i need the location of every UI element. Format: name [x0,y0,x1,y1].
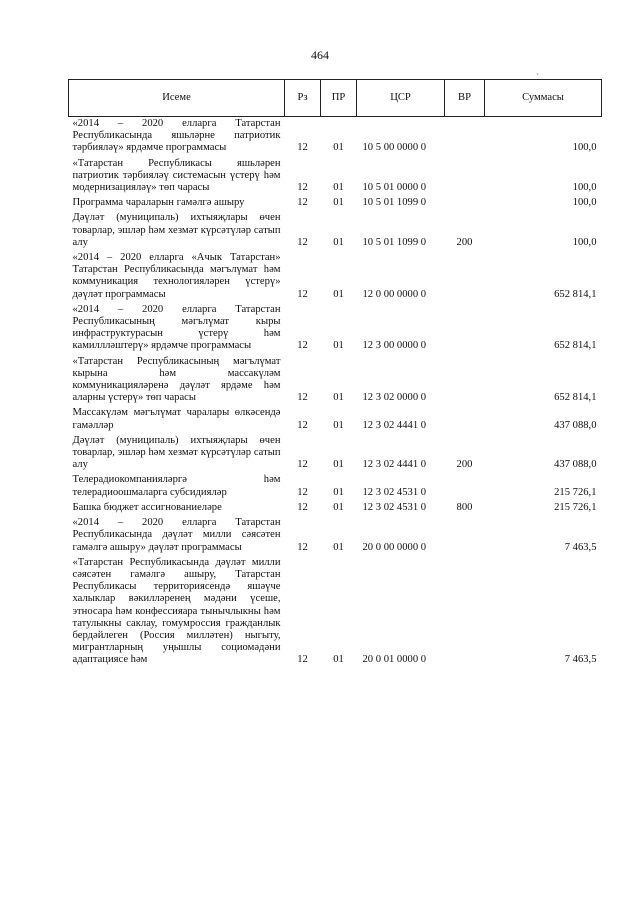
row-rz: 12 [297,654,308,666]
row-sum: 215 726,1 [554,501,597,513]
header-csr: ЦСР [357,80,445,117]
table-row [69,556,602,669]
row-vr: 800 [456,501,473,513]
table-row [69,434,602,474]
row-vr [445,473,485,500]
header-sum: Суммасы [485,80,602,117]
header-name: Исеме [69,80,285,117]
row-csr: 12 3 00 0000 0 [362,340,427,352]
row-pr: 01 [333,340,344,352]
row-rz: 12 [297,340,308,352]
row-pr: 01 [333,501,344,513]
row-name: «2014 – 2020 елларга Татарстан Республикасында яшьләрне патриотик тәрбияләү» ярдәмче программасы [72,118,281,154]
table-row [69,211,602,251]
row-csr: 10 5 01 0000 0 [362,182,427,194]
row-vr [445,556,485,669]
table-row [69,473,602,500]
table-row [69,157,602,197]
row-sum: 437 088,0 [554,459,597,471]
row-name: Дәүләт (муниципаль) ихтыяҗлары өчен товарлар, эшләр һәм хезмәт күрсәтүләр сатып алу [72,434,281,471]
table-row [69,303,602,355]
header-rz: Рз [285,80,321,117]
row-pr: 01 [333,654,344,666]
row-pr: 01 [333,541,344,553]
row-csr: 20 0 00 0000 0 [362,541,427,553]
row-vr [445,157,485,197]
row-sum: 215 726,1 [554,486,597,498]
row-vr [445,196,485,211]
row-pr: 01 [333,288,344,300]
row-csr: 12 3 02 0000 0 [362,392,427,404]
table-row [69,406,602,433]
row-csr: 12 3 02 4531 0 [362,501,427,513]
row-rz: 12 [297,197,308,209]
table-row [69,516,602,556]
row-rz: 12 [297,419,308,431]
row-csr: 12 3 02 4441 0 [362,419,427,431]
row-name: «2014 – 2020 елларга Татарстан Республикасының мәгълүмат кыры инфраструктурасын үстерү һәм камиллләштерү» ярдәмче программасы [72,303,281,352]
row-csr: 10 5 01 1099 0 [362,236,427,248]
row-csr: 10 5 01 1099 0 [362,197,427,209]
row-pr: 01 [333,392,344,404]
row-vr [445,303,485,355]
row-csr: 12 3 02 4531 0 [362,486,427,498]
budget-table [68,79,602,669]
row-name: Дәүләт (муниципаль) ихтыяҗлары өчен товарлар, эшләр һәм хезмәт күрсәтүләр сатып алу [72,212,281,248]
table-row [69,501,602,516]
row-rz: 12 [297,182,308,194]
scan-mark: ` [536,72,539,82]
row-name: Башка бюджет ассигнованиеләре [72,501,222,513]
row-name: Телерадиокомпанияләргә һәм телерадиоошмаларга субсидияләр [72,474,281,498]
table-row [69,355,602,407]
row-csr: 12 3 02 4441 0 [362,459,427,471]
row-sum: 100,0 [572,182,597,194]
row-vr [445,355,485,407]
page-number: 464 [311,48,329,62]
row-rz: 12 [297,236,308,248]
row-name: «Татарстан Республикасының мәгълүмат кырына һәм массакүләм коммуникацияләренә дәүләт ярдәме һәм аларны үстерү» төп чарасы [72,355,281,404]
row-pr: 01 [333,459,344,471]
header-vr: ВР [445,80,485,117]
row-csr: 12 0 00 0000 0 [362,288,427,300]
row-vr [445,117,485,157]
row-rz: 12 [297,459,308,471]
row-name: Программа чараларын гамәлгә ашыру [72,197,245,209]
table-row [69,251,602,303]
row-sum: 7 463,5 [564,541,597,553]
row-pr: 01 [333,142,344,154]
row-rz: 12 [297,486,308,498]
row-name: «2014 – 2020 елларга «Ачык Татарстан» Татарстан Республикасында мәгълүмат һәм коммуникация технологияләрен үстерү» дәүләт программасы [72,252,281,300]
row-name: «2014 – 2020 елларга Татарстан Республикасында дәүләт милли сәясәтен гамәлгә ашыру» дәүләт программасы [72,517,281,553]
table-row [69,117,602,157]
row-rz: 12 [297,288,308,300]
row-rz: 12 [297,392,308,404]
row-name: Массакүләм мәгълүмат чаралары өлкәсендә гамәлләр [72,407,281,431]
row-sum: 437 088,0 [554,419,597,431]
row-vr [445,406,485,433]
row-pr: 01 [333,182,344,194]
row-pr: 01 [333,236,344,248]
row-vr: 200 [456,459,473,471]
header-pr: ПР [321,80,357,117]
row-name: «Татарстан Республикасы яшьләрен патриотик тәрбияләү системасын үстерү һәм модернизацияләү» төп чарасы [72,157,281,194]
row-csr: 10 5 00 0000 0 [362,142,427,154]
row-sum: 7 463,5 [564,654,597,666]
row-pr: 01 [333,197,344,209]
row-csr: 20 0 01 0000 0 [362,654,427,666]
row-vr [445,516,485,556]
table-row [69,196,602,211]
row-rz: 12 [297,501,308,513]
row-vr [445,251,485,303]
row-rz: 12 [297,142,308,154]
row-sum: 652 814,1 [554,340,597,352]
row-sum: 652 814,1 [554,288,597,300]
row-sum: 100,0 [572,142,597,154]
row-sum: 100,0 [572,197,597,209]
table-header-row [69,80,602,117]
row-vr: 200 [456,236,473,248]
row-sum: 100,0 [572,236,597,248]
row-name: «Татарстан Республикасында дәүләт милли сәясәтен гамәлгә ашыру, Татарстан Республикасы территориясендә яшәүче халыклар вәкилләренең мәдәни үсеше, этносара һәм конфессияара тынычлыкны һәм татулыкны саклау, гомумроссия гражданлык бердәйлеген (Россия милләтен) ныгыту, мигрантларның уңышлы социомәдәни адаптациясе һәм [72,556,281,666]
row-rz: 12 [297,541,308,553]
row-pr: 01 [333,486,344,498]
row-pr: 01 [333,419,344,431]
row-sum: 652 814,1 [554,392,597,404]
